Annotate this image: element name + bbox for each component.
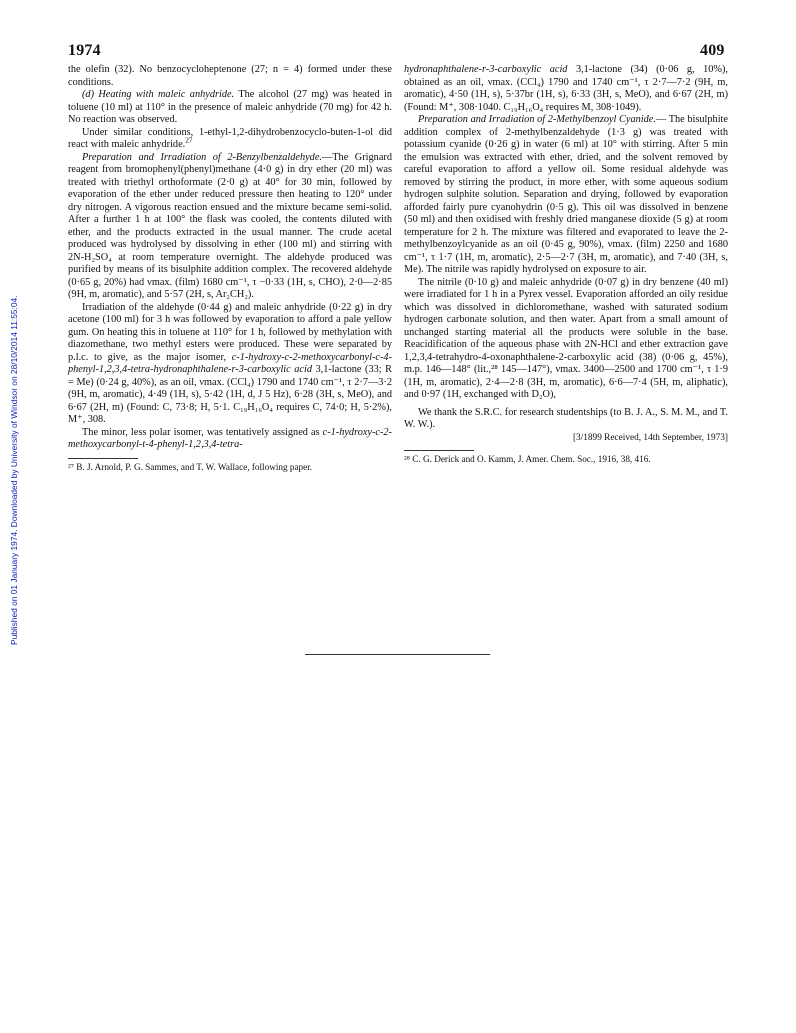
footnote: ²⁷ B. J. Arnold, P. G. Sammes, and T. W. Wallace, following paper. bbox=[68, 461, 313, 472]
footnote-rule bbox=[68, 458, 138, 459]
right-column bbox=[404, 64, 728, 465]
paragraph-text: 3,1-lactone (34) (0·06 g, 10%), obtained as an oil, νmax. (CCl₄) 1790 and 1740 cm⁻¹, τ 2·7—7·2 (9H, m, aromatic), 4·50 (1H, s), 5·37br (1H, s), 6·33 (3H, s, MeO), and 6·67 (2H, m) (Found: M⁺, 308·1040. C₁₉H₁₆O₄ requires M, 308·1049). bbox=[404, 64, 728, 113]
acknowledgement: We thank the S.R.C. for research studentships (to B. J. A., S. M. M., and T. W. W.). bbox=[404, 406, 728, 430]
paragraph bbox=[68, 152, 392, 302]
compound-name: hydronaphthalene-r-3-carboxylic acid bbox=[404, 64, 568, 75]
page-number: 409 bbox=[700, 42, 725, 59]
section-heading: Preparation and Irradiation of 2-Methylbenzoyl Cyanide. bbox=[418, 114, 656, 125]
compound-name: c-1-hydroxy-c-2-methoxycarbonyl-t-4-phenyl-1,2,3,4-tetra- bbox=[68, 426, 392, 450]
paragraph: The nitrile (0·10 g) and maleic anhydride (0·07 g) in dry benzene (40 ml) were irradiated for 1 h in a Pyrex vessel. Evaporation afforded an oily residue which was dissolved in dichloromethane, washed with saturated sodium hydrogen carbonate solution, and then water. Apart from a small amount of unchanged starting material all the products were soluble in the base. Reacidification of the aqueous phase with 2N-HCl and ether extraction gave 1,2,3,4-tetrahydro-4-oxonaphthalene-2-carboxylic acid (38) (0·06 g, 45%), m.p. 146—148° (lit.,²⁸ 145—147°), νmax. 3400—2500 and 1700 cm⁻¹, τ 1·9 (1H, m, aromatic), 2·4—2·8 (3H, m, aromatic), 6·6—7·4 (5H, m, aliphatic), and 0·97 (1H, exchanged with D₂O), bbox=[404, 276, 728, 400]
paragraph bbox=[68, 427, 392, 452]
year-header: 1974 bbox=[68, 42, 101, 59]
left-column bbox=[68, 64, 392, 473]
footnote-rule bbox=[404, 450, 474, 451]
paragraph bbox=[68, 89, 392, 127]
paragraph-text: —The Grignard reagent from bromophenyl(phenyl)methane (4·0 g) in dry ether (20 ml) was treated with triethyl orthoformate (2·0 g) at 40° for 30 min, followed by evaporation of the ether under reduced pressure then heating to 120° under dry nitrogen. A vigorous reaction ensued and the mixture became semi-solid. After a further 1 h at 100° the flask was cooled, the contents diluted with ether, and the products extracted in the usual manner. The crude acetal produced was hydrolysed by dissolving in ether (100 ml) and stirring with 2N-H₂SO₄ at room temperature overnight. The aldehyde produced was purified by means of its bisulphite addition complex. The recovered aldehyde (0·65 g, 20%) had νmax. (film) 1680 cm⁻¹, τ −0·33 (1H, s, CHO), 2·0—2·85 (9H, m, aromatic), and 5·57 (2H, s, Ar₂CH₂). bbox=[68, 151, 392, 300]
reference-marker: 27 bbox=[185, 136, 193, 145]
end-rule bbox=[305, 654, 490, 655]
paragraph bbox=[68, 127, 392, 152]
publication-sidenote bbox=[1, 205, 17, 645]
paragraph-text: — The bisulphite addition complex of 2-methylbenzaldehyde (1·3 g) was treated with potassium cyanide (0·26 g) in water (6 ml) at 10° with stirring. After 5 min the emulsion was extracted with ether, dried, and the solvent removed by careful evaporation to afford a yellow oil. Some residual aldehyde was removed by stirring the product, in more ether, with some aqueous sodium hydrogen sulphite solution. Separation and drying, followed by evaporation afforded fairly pure cyanohydrin (0·5 g). This oil was dissolved in benzene (50 ml) and then oxidised with freshly dried manganese dioxide (5 g) at room temperature for 2 h. The mixture was filtered and evaporated to leave the 2-methylbenzoylcyanide as an oil (0·45 g, 90%), νmax. (film) 2250 and 1680 cm⁻¹, τ 1·7 (1H, m, aromatic), 2·5—2·7 (3H, m, aromatic), and 7·40 (3H, s, Me). The nitrile was rapidly hydrolysed on exposure to air. bbox=[404, 114, 728, 275]
paragraph-text: Under similar conditions, 1-ethyl-1,2-dihydrobenzocyclo-buten-1-ol did react with maleic anhydride. bbox=[68, 126, 392, 150]
compound-name: c-1-hydroxy-c-2-methoxycarbonyl-c-4-phenyl-1,2,3,4-tetra-hydronaphthalene-r-3-carboxylic acid bbox=[68, 351, 392, 375]
paragraph bbox=[404, 114, 728, 277]
section-heading: (d) Heating with maleic anhydride. bbox=[82, 89, 235, 100]
section-heading: Preparation and Irradiation of 2-Benzylbenzaldehyde. bbox=[82, 151, 322, 163]
paragraph-text: The alcohol (27 mg) was heated in toluene (10 ml) at 110° in the presence of maleic anhydride (70 mg) for 42 h. No reaction was observed. bbox=[68, 89, 392, 125]
sidenote-text: Published on 01 January 1974. Downloaded by University of Windsor on 28/10/2014 11:55:04. bbox=[9, 295, 19, 645]
footnote: ²⁸ C. G. Derick and O. Kamm, J. Amer. Chem. Soc., 1916, 38, 416. bbox=[404, 454, 651, 464]
received-date: [3/1899 Received, 14th September, 1973] bbox=[572, 432, 728, 443]
paragraph bbox=[404, 64, 728, 114]
paragraph-text: 3,1-lactone (33; R = Me) (0·24 g, 40%), as an oil, νmax. (CCl₄) 1790 and 1740 cm⁻¹, τ 2·7—3·2 (9H, m, aromatic), 4·49 (1H, s), 5·42 (1H, d, J 5 Hz), 6·28 (3H, s, MeO), and 6·67 (2H, m) (Found: C, 73·8; H, 5·1. C₁₉H₁₆O₄ requires C, 74·0; H, 5·2%), M⁺, 308. bbox=[68, 364, 392, 425]
paragraph bbox=[68, 302, 392, 427]
paragraph: the olefin (32). No benzocycloheptenone (27; n = 4) formed under these conditions. bbox=[68, 64, 392, 88]
paragraph-text: The minor, less polar isomer, was tentatively assigned as bbox=[82, 426, 323, 438]
paragraph-text: Irradiation of the aldehyde (0·44 g) and maleic anhydride (0·22 g) in dry acetone (100 ml) for 3 h was followed by evaporation to afford a pale yellow gum. On heating this in toluene at 110° for 1 h, followed by methylation with diazomethane, two methyl esters were produced. These were separated by p.l.c. to give, as the major isomer, bbox=[68, 301, 392, 363]
